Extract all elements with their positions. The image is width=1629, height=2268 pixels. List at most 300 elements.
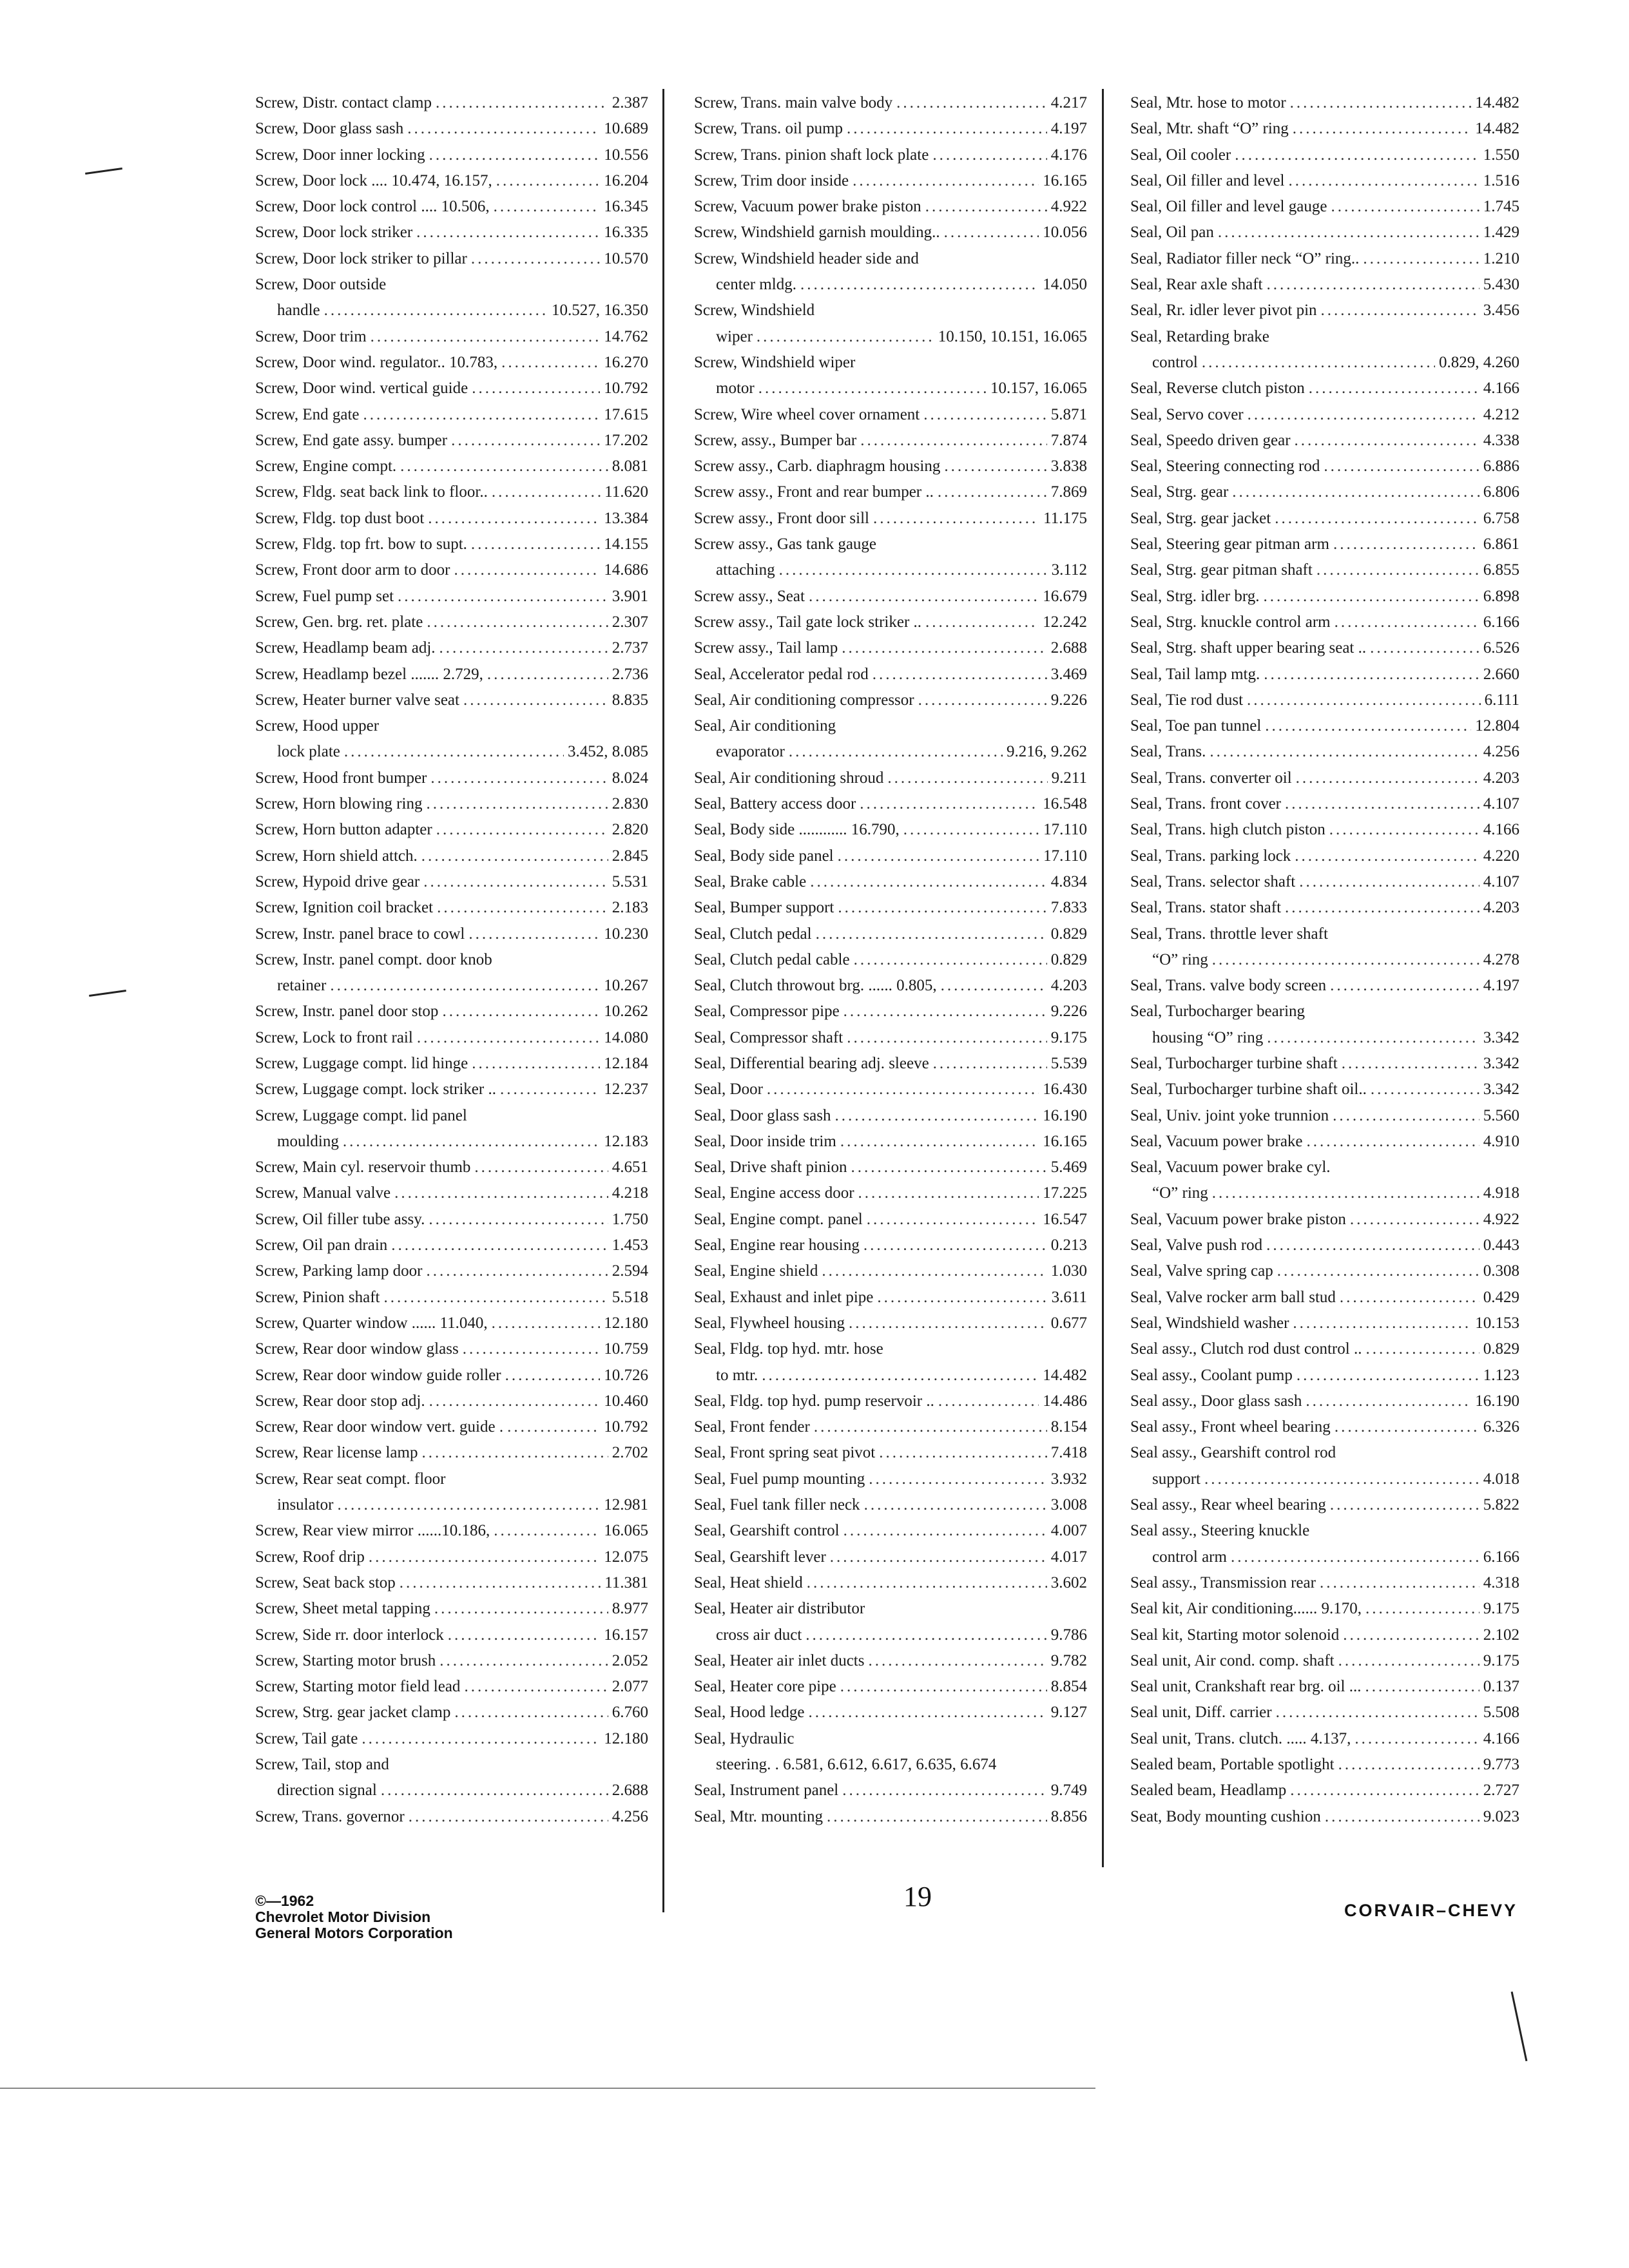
entry-name: Seal, Clutch pedal cable xyxy=(694,950,850,968)
entry-reference: 3.008 xyxy=(1050,1496,1087,1514)
entry-reference: 2.660 xyxy=(1483,665,1519,683)
leader-dots xyxy=(805,1622,1046,1648)
leader-dots xyxy=(1210,739,1479,765)
entry-reference: 6.758 xyxy=(1483,509,1519,527)
leader-dots xyxy=(1285,895,1480,921)
index-entry xyxy=(1130,1389,1519,1414)
scan-mark-left-2 xyxy=(89,990,126,997)
entry-name: Seal, Instrument panel xyxy=(694,1782,839,1800)
entry-reference: 5.430 xyxy=(1483,276,1519,294)
leader-dots xyxy=(1363,246,1479,272)
index-entry xyxy=(255,1518,648,1544)
entry-name: Screw, Roof drip xyxy=(255,1548,365,1566)
entry-reference: 16.165 xyxy=(1043,1132,1087,1150)
scan-mark-bottom-right xyxy=(1511,1992,1528,2061)
leader-dots xyxy=(429,142,601,168)
entry-reference: 0.677 xyxy=(1050,1314,1087,1332)
index-entry xyxy=(694,1648,1087,1674)
entry-name: Screw, Door lock striker xyxy=(255,224,413,242)
leader-dots xyxy=(451,428,600,454)
leader-dots xyxy=(838,895,1046,921)
leader-dots xyxy=(324,298,548,323)
entry-reference: 2.387 xyxy=(612,94,648,111)
model-name: CORVAIR–CHEVY xyxy=(1344,1901,1518,1920)
entry-reference: 14.486 xyxy=(1043,1392,1087,1410)
index-entry xyxy=(255,687,648,713)
entry-name: Seal, Gearshift lever xyxy=(694,1548,826,1566)
entry-reference: 4.278 xyxy=(1483,950,1519,968)
index-entry xyxy=(1130,1129,1519,1155)
index-entry xyxy=(1130,1700,1519,1725)
index-entry xyxy=(694,454,1087,479)
entry-reference: 4.107 xyxy=(1483,795,1519,813)
leader-dots xyxy=(494,194,601,220)
entry-name: Screw, Trim door inside xyxy=(694,171,849,189)
leader-dots xyxy=(463,687,608,713)
entry-name: Seal, Strg. idler brg. xyxy=(1130,587,1260,605)
column-divider-1 xyxy=(662,89,664,1912)
entry-reference: 6.861 xyxy=(1483,535,1519,553)
entry-reference: 16.190 xyxy=(1475,1392,1519,1410)
leader-dots xyxy=(1354,1726,1479,1752)
leader-dots xyxy=(944,454,1046,479)
entry-name: Seal, Fuel tank filler neck xyxy=(694,1496,860,1514)
index-entry xyxy=(1130,584,1519,610)
entry-reference: 9.023 xyxy=(1483,1807,1519,1825)
leader-dots xyxy=(407,116,600,142)
entry-name: Seal, Strg. knuckle control arm xyxy=(1130,613,1331,631)
leader-dots xyxy=(429,1207,608,1233)
entry-name: Seal, Heater air inlet ducts xyxy=(694,1651,865,1669)
entry-name: Screw, Door lock striker to pillar xyxy=(255,249,467,267)
entry-name: Screw, Strg. gear jacket clamp xyxy=(255,1704,451,1722)
leader-dots xyxy=(437,895,608,921)
leader-dots xyxy=(1293,1311,1471,1336)
leader-dots xyxy=(1324,454,1479,479)
entry-reference: 14.686 xyxy=(604,561,648,579)
entry-name: Seal, Body side ............ 16.790, xyxy=(694,821,900,839)
index-entry xyxy=(255,662,648,687)
entry-name: Seal, Strg. gear pitman shaft xyxy=(1130,561,1313,579)
leader-dots xyxy=(381,1778,608,1803)
entry-reference: 16.335 xyxy=(604,224,648,242)
entry-reference: 6.326 xyxy=(1483,1418,1519,1436)
index-entry xyxy=(255,506,648,532)
entry-reference: 4.017 xyxy=(1050,1548,1087,1566)
entry-name: Screw, Hood upper xyxy=(255,717,380,735)
entry-name: Screw, Horn shield attch. xyxy=(255,847,418,865)
index-entry xyxy=(694,1129,1087,1155)
entry-reference: 4.834 xyxy=(1050,872,1087,890)
entry-reference: 4.203 xyxy=(1483,899,1519,917)
entry-reference: 3.932 xyxy=(1050,1470,1087,1488)
entry-name: Screw, Tail, stop and xyxy=(255,1756,389,1773)
index-entry xyxy=(694,1778,1087,1803)
entry-reference: 11.175 xyxy=(1043,509,1087,527)
leader-dots xyxy=(1299,869,1480,895)
index-entry xyxy=(255,1622,648,1648)
entry-reference: 13.384 xyxy=(604,509,648,527)
entry-reference: 6.898 xyxy=(1483,587,1519,605)
entry-name: Seal, Engine rear housing xyxy=(694,1236,860,1254)
entry-name: Screw, Windshield xyxy=(694,302,815,320)
index-entry xyxy=(1130,1440,1519,1466)
leader-dots xyxy=(426,791,608,817)
leader-dots xyxy=(487,662,608,687)
entry-name: Seal assy., Rear wheel bearing xyxy=(1130,1496,1326,1514)
index-entry xyxy=(255,947,648,973)
index-entry xyxy=(255,1336,648,1362)
leader-dots xyxy=(762,1363,1039,1389)
entry-reference: 4.922 xyxy=(1483,1210,1519,1228)
index-entry xyxy=(694,376,1087,401)
index-entry xyxy=(694,1285,1087,1311)
corporation-line: General Motors Corporation xyxy=(255,1925,453,1941)
entry-name: Seal, Trans. parking lock xyxy=(1130,847,1291,865)
entry-name: Screw, End gate xyxy=(255,405,360,423)
entry-reference: 12.180 xyxy=(604,1729,648,1747)
entry-reference: 3.469 xyxy=(1050,665,1087,683)
entry-reference: 3.456 xyxy=(1483,302,1519,320)
entry-name: Sealed beam, Headlamp xyxy=(1130,1782,1287,1800)
leader-dots xyxy=(1365,1336,1479,1362)
index-entry xyxy=(694,298,1087,323)
entry-name: Screw, Side rr. door interlock xyxy=(255,1626,444,1644)
entry-name: Screw, Windshield garnish moulding.. xyxy=(694,224,940,242)
leader-dots xyxy=(800,272,1039,298)
index-entry xyxy=(255,1258,648,1284)
index-entry xyxy=(694,557,1087,583)
index-entry xyxy=(1130,454,1519,479)
index-entry xyxy=(255,376,648,401)
entry-reference: 2.688 xyxy=(1050,639,1087,657)
entry-name: Seal, Steering gear pitman arm xyxy=(1130,535,1329,553)
index-entry xyxy=(694,1700,1087,1725)
entry-reference: 12.804 xyxy=(1475,717,1519,735)
entry-reference: 4.922 xyxy=(1050,198,1087,216)
entry-name: Seal unit, Trans. clutch. ..... 4.137, xyxy=(1130,1729,1351,1747)
index-entry xyxy=(694,1363,1087,1389)
entry-reference: 3.342 xyxy=(1483,1054,1519,1072)
index-entry xyxy=(255,1180,648,1206)
leader-dots xyxy=(1330,973,1480,999)
entry-name: Seal unit, Crankshaft rear brg. oil ... xyxy=(1130,1678,1362,1696)
index-entry xyxy=(694,1622,1087,1648)
entry-name: Seal, Brake cable xyxy=(694,872,807,890)
entry-name: Seal, Mtr. hose to motor xyxy=(1130,94,1286,111)
index-entry xyxy=(694,1336,1087,1362)
entry-reference: 2.736 xyxy=(612,665,648,683)
entry-name: Seal, Mtr. mounting xyxy=(694,1807,823,1825)
entry-name: Seal, Body side panel xyxy=(694,847,834,865)
entry-name: support xyxy=(1152,1470,1200,1488)
entry-reference: 12.981 xyxy=(604,1496,648,1514)
index-entry xyxy=(1130,739,1519,765)
index-entry xyxy=(1130,1622,1519,1648)
index-entry xyxy=(1130,1103,1519,1129)
leader-dots xyxy=(434,1596,608,1622)
leader-dots xyxy=(938,1389,1039,1414)
leader-dots xyxy=(1320,1570,1480,1596)
entry-reference: 5.469 xyxy=(1050,1158,1087,1177)
leader-dots xyxy=(400,1570,601,1596)
index-entry xyxy=(694,1804,1087,1830)
entry-reference: 0.429 xyxy=(1483,1288,1519,1306)
entry-name: Screw, Instr. panel brace to cowl xyxy=(255,925,465,943)
index-entry xyxy=(1130,765,1519,791)
index-entry xyxy=(694,973,1087,999)
entry-reference: 10.262 xyxy=(604,1003,648,1021)
entry-name: Screw, Rear door window vert. guide . xyxy=(255,1418,504,1436)
index-entry xyxy=(255,402,648,428)
leader-dots xyxy=(1248,402,1480,428)
leader-dots xyxy=(1285,791,1480,817)
leader-dots xyxy=(369,1544,600,1570)
leader-dots xyxy=(1321,298,1480,323)
entry-name: Screw assy., Carb. diaphragm housing xyxy=(694,457,941,476)
entry-name: Seal, Valve push rod xyxy=(1130,1236,1263,1254)
entry-name: Seal kit, Starting motor solenoid xyxy=(1130,1626,1340,1644)
entry-reference: 1.750 xyxy=(612,1210,648,1228)
entry-reference: 3.112 xyxy=(1051,561,1087,579)
entry-name: Seal, Trans. xyxy=(1130,743,1206,761)
entry-name: Screw, Trans. oil pump xyxy=(694,120,843,138)
entry-name: Seal, Clutch pedal xyxy=(694,925,812,943)
leader-dots xyxy=(371,324,601,350)
entry-name: Screw, Sheet metal tapping xyxy=(255,1600,430,1618)
entry-name: Seal, Flywheel housing xyxy=(694,1314,845,1332)
entry-reference: 4.338 xyxy=(1483,431,1519,449)
leader-dots xyxy=(758,376,987,401)
entry-name: control arm xyxy=(1152,1548,1227,1566)
leader-dots xyxy=(840,1674,1047,1700)
leader-dots xyxy=(1340,1285,1480,1311)
entry-reference: 10.153 xyxy=(1475,1314,1519,1332)
entry-name: Seal, Front fender xyxy=(694,1418,810,1436)
entry-reference: 6.111 xyxy=(1484,691,1519,709)
entry-reference: 5.539 xyxy=(1050,1054,1087,1072)
entry-reference: 9.782 xyxy=(1050,1651,1087,1669)
entry-reference: 4.166 xyxy=(1483,380,1519,398)
index-entry xyxy=(694,765,1087,791)
index-entry xyxy=(255,116,648,142)
entry-reference: 12.180 xyxy=(604,1314,648,1332)
entry-reference: 14.155 xyxy=(604,535,648,553)
index-entry xyxy=(255,1233,648,1258)
index-entry xyxy=(694,947,1087,973)
leader-dots xyxy=(767,1077,1039,1102)
entry-name: Seal, Retarding brake xyxy=(1130,327,1269,345)
leader-dots xyxy=(1235,142,1480,168)
index-entry xyxy=(1130,116,1519,142)
index-entry xyxy=(255,454,648,479)
leader-dots xyxy=(918,687,1047,713)
entry-name: Screw, Hood front bumper xyxy=(255,769,427,787)
index-entry xyxy=(1130,324,1519,350)
entry-name: Seal, Strg. shaft upper bearing seat .. xyxy=(1130,639,1367,657)
leader-dots xyxy=(757,324,934,350)
entry-name: Seal, Exhaust and inlet pipe xyxy=(694,1288,874,1306)
entry-name: direction signal xyxy=(277,1782,377,1800)
leader-dots xyxy=(860,428,1047,454)
entry-reference: 10.759 xyxy=(604,1340,648,1358)
index-entry xyxy=(1130,1778,1519,1803)
entry-reference: 9.175 xyxy=(1483,1651,1519,1669)
entry-name: Seal assy., Transmission rear xyxy=(1130,1573,1316,1591)
entry-reference: 7.418 xyxy=(1050,1444,1087,1462)
index-entry xyxy=(694,687,1087,713)
leader-dots xyxy=(1264,662,1480,687)
leader-dots xyxy=(849,1311,1047,1336)
entry-reference: 16.345 xyxy=(604,198,648,216)
entry-name: Screw, Seat back stop xyxy=(255,1573,396,1591)
entry-reference: 8.835 xyxy=(612,691,648,709)
leader-dots xyxy=(809,584,1039,610)
leader-dots xyxy=(873,506,1039,532)
entry-name: Seal, Air conditioning shroud xyxy=(694,769,884,787)
index-entry xyxy=(1130,687,1519,713)
entry-name: Seal, Front spring seat pivot xyxy=(694,1444,876,1462)
index-entry xyxy=(694,1389,1087,1414)
index-entry xyxy=(1130,973,1519,999)
entry-reference: 2.702 xyxy=(612,1444,648,1462)
leader-dots xyxy=(448,1622,601,1648)
index-entry xyxy=(694,1596,1087,1622)
entry-name: Seal, Clutch throwout brg. ...... 0.805, xyxy=(694,977,937,995)
entry-name: Screw, Front door arm to door xyxy=(255,561,450,579)
index-entry xyxy=(255,1726,648,1752)
leader-dots xyxy=(1333,532,1480,557)
entry-name: Screw, Tail gate xyxy=(255,1729,358,1747)
entry-name: Screw assy., Front and rear bumper .. xyxy=(694,483,934,501)
index-entry xyxy=(1130,1726,1519,1752)
index-entry xyxy=(694,272,1087,298)
entry-reference: 4.212 xyxy=(1483,405,1519,423)
leader-dots xyxy=(496,168,600,194)
entry-reference: 7.874 xyxy=(1050,431,1087,449)
entry-reference: 14.482 xyxy=(1043,1366,1087,1384)
leader-dots xyxy=(472,1051,600,1077)
leader-dots xyxy=(814,1414,1047,1440)
index-entry xyxy=(694,1311,1087,1336)
entry-name: Seal, Trans. high clutch piston xyxy=(1130,821,1325,839)
entry-name: Seal, Mtr. shaft “O” ring xyxy=(1130,120,1289,138)
entry-reference: 10.157, 16.065 xyxy=(990,380,1087,398)
index-entry xyxy=(694,1570,1087,1596)
entry-reference: 3.602 xyxy=(1050,1573,1087,1591)
entry-name: Seal unit, Diff. carrier xyxy=(1130,1704,1272,1722)
entry-name: Seal, Engine access door xyxy=(694,1184,854,1202)
entry-reference: 16.270 xyxy=(604,353,648,371)
entry-name: Seal, Fldg. top hyd. pump reservoir .. xyxy=(694,1392,934,1410)
index-entry xyxy=(1130,1077,1519,1102)
entry-name: Seal, Reverse clutch piston xyxy=(1130,380,1305,398)
entry-name: Screw assy., Gas tank gauge xyxy=(694,535,877,553)
leader-dots xyxy=(851,1155,1046,1180)
entry-name: Screw, Headlamp beam adj. xyxy=(255,639,436,657)
index-entry xyxy=(255,1570,648,1596)
entry-reference: 17.225 xyxy=(1043,1184,1087,1202)
entry-reference: 10.056 xyxy=(1043,224,1087,242)
entry-name: control xyxy=(1152,353,1198,371)
entry-reference: 1.516 xyxy=(1483,171,1519,189)
index-entry xyxy=(1130,298,1519,323)
leader-dots xyxy=(1329,817,1480,843)
index-entry xyxy=(694,116,1087,142)
entry-reference: 9.786 xyxy=(1050,1626,1087,1644)
leader-dots xyxy=(330,973,600,999)
leader-dots xyxy=(1231,1544,1480,1570)
entry-name: center mldg. xyxy=(716,276,796,294)
entry-name: Screw, Headlamp bezel ....... 2.729, xyxy=(255,665,483,683)
entry-reference: 4.910 xyxy=(1483,1132,1519,1150)
index-entry xyxy=(694,610,1087,635)
entry-name: Screw, Starting motor field lead xyxy=(255,1678,461,1696)
index-entry xyxy=(255,1207,648,1233)
index-entry xyxy=(694,1207,1087,1233)
leader-dots xyxy=(1266,272,1479,298)
entry-reference: 2.052 xyxy=(612,1651,648,1669)
entry-name: attaching xyxy=(716,561,775,579)
entry-name: Seal, Gearshift control xyxy=(694,1522,840,1540)
index-entry xyxy=(255,1077,648,1102)
entry-reference: 10.150, 10.151, 16.065 xyxy=(938,327,1087,345)
index-entry xyxy=(1130,350,1519,376)
entry-name: Seal, Vacuum power brake cyl. xyxy=(1130,1158,1331,1177)
entry-name: Screw, Instr. panel compt. door knob xyxy=(255,950,492,968)
entry-reference: 4.218 xyxy=(612,1184,648,1202)
entry-name: Seal, Air conditioning xyxy=(694,717,836,735)
entry-name: Seal, Oil filler and level gauge xyxy=(1130,198,1327,216)
entry-reference: 6.166 xyxy=(1483,1548,1519,1566)
leader-dots xyxy=(1290,90,1472,116)
index-entry xyxy=(694,1103,1087,1129)
index-entry xyxy=(1130,194,1519,220)
entry-name: retainer xyxy=(277,977,327,995)
index-entry xyxy=(1130,1207,1519,1233)
index-entry xyxy=(1130,90,1519,116)
entry-name: Seal, Valve spring cap xyxy=(1130,1262,1273,1280)
leader-dots xyxy=(1338,1752,1480,1778)
entry-reference: 10.460 xyxy=(604,1392,648,1410)
entry-reference: 0.213 xyxy=(1050,1236,1087,1254)
entry-name: Seal, Steering connecting rod xyxy=(1130,457,1320,476)
entry-name: Seal, Trans. stator shaft xyxy=(1130,899,1282,917)
index-entry xyxy=(694,1752,1087,1778)
leader-dots xyxy=(1232,479,1479,505)
index-entry xyxy=(255,817,648,843)
entry-reference: 10.556 xyxy=(604,146,648,164)
entry-reference: 1.030 xyxy=(1050,1262,1087,1280)
leader-dots xyxy=(879,1440,1047,1466)
index-entry xyxy=(694,635,1087,661)
entry-reference: 2.594 xyxy=(612,1262,648,1280)
entry-reference: 8.856 xyxy=(1050,1807,1087,1825)
index-entry xyxy=(1130,817,1519,843)
entry-reference: 8.081 xyxy=(612,457,648,476)
entry-name: Sealed beam, Portable spotlight xyxy=(1130,1756,1335,1773)
index-entry xyxy=(694,168,1087,194)
entry-name: Screw, Hypoid drive gear xyxy=(255,872,420,890)
index-entry xyxy=(255,1389,648,1414)
entry-name: Seal, Tail lamp mtg. xyxy=(1130,665,1260,683)
entry-name: Screw assy., Tail gate lock striker .. xyxy=(694,613,922,631)
entry-name: Seal kit, Air conditioning...... 9.170, xyxy=(1130,1600,1362,1618)
leader-dots xyxy=(858,1180,1039,1206)
leader-dots xyxy=(1218,220,1480,245)
leader-dots xyxy=(468,921,600,947)
entry-reference: 2.307 xyxy=(612,613,648,631)
